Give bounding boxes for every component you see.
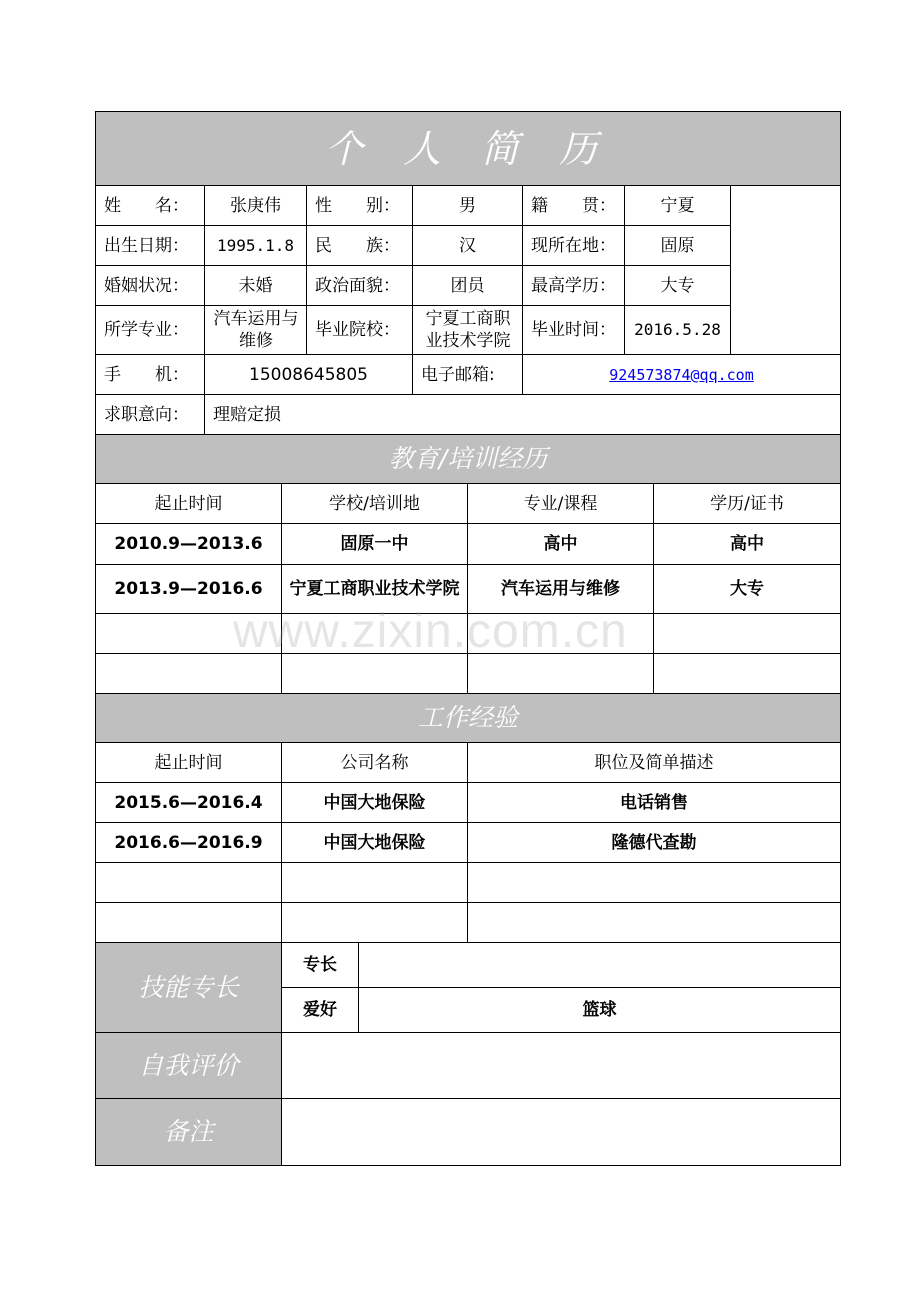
hometown-value: 宁夏 xyxy=(660,195,695,216)
political-label: 政治面貌： xyxy=(315,275,400,296)
school-value: 宁夏工商职业技术学院 xyxy=(425,309,511,351)
work-row2-position: 隆德代查勘 xyxy=(611,832,697,853)
edu-row2-degree: 大专 xyxy=(730,579,764,599)
work-row2-company: 中国大地保险 xyxy=(323,832,426,853)
work-header-period: 起止时间 xyxy=(154,752,223,773)
phone-value: 15008645805 xyxy=(249,364,368,385)
edu-header-school: 学校/培训地 xyxy=(329,493,420,514)
political-value: 团员 xyxy=(450,275,485,296)
name-label: 姓 名： xyxy=(104,195,189,216)
edu-row1-degree: 高中 xyxy=(730,534,764,554)
edu-header-major: 专业/课程 xyxy=(523,493,598,514)
self-eval-title: 自我评价 xyxy=(138,1050,239,1080)
work-section-title: 工作经验 xyxy=(417,703,518,732)
work-row1-position: 电话销售 xyxy=(620,792,688,813)
name-value: 张庚伟 xyxy=(230,195,281,216)
birth-label: 出生日期： xyxy=(104,235,189,256)
edu-row2-period: 2013.9—2016.6 xyxy=(114,579,263,599)
edu-row2-school: 宁夏工商职业技术学院 xyxy=(289,579,460,599)
education-section-title: 教育/培训经历 xyxy=(388,444,548,473)
gender-value: 男 xyxy=(459,195,476,216)
gender-label: 性 别： xyxy=(315,195,400,216)
marital-label: 婚姻状况： xyxy=(104,275,189,296)
phone-label: 手 机： xyxy=(104,364,189,385)
work-row1-company: 中国大地保险 xyxy=(323,792,426,813)
work-row2-period: 2016.6—2016.9 xyxy=(114,832,263,853)
education-label: 最高学历： xyxy=(531,275,616,296)
hometown-label: 籍 贯： xyxy=(531,195,616,216)
birth-value: 1995.1.8 xyxy=(216,235,295,255)
edu-header-degree: 学历/证书 xyxy=(710,493,784,514)
residence-label: 现所在地： xyxy=(531,235,616,256)
education-value: 大专 xyxy=(660,275,695,296)
specialty-value xyxy=(359,943,840,987)
hobby-label: 爱好 xyxy=(303,1000,337,1020)
grad-label: 毕业时间： xyxy=(531,320,616,340)
work-header-position: 职位及简单描述 xyxy=(594,752,714,773)
ethnic-value: 汉 xyxy=(459,235,476,256)
specialty-label: 专长 xyxy=(303,955,337,975)
page-title: 个 人 简 历 xyxy=(324,126,612,171)
major-label: 所学专业： xyxy=(104,320,189,340)
skills-title: 技能专长 xyxy=(138,972,239,1002)
email-cell xyxy=(523,355,840,394)
school-label: 毕业院校： xyxy=(315,320,400,340)
intent-value: 理赔定损 xyxy=(213,404,281,425)
ethnic-label: 民 族： xyxy=(315,235,400,256)
edu-row1-period: 2010.9—2013.6 xyxy=(114,534,263,554)
intent-label: 求职意向： xyxy=(104,404,189,425)
email-link[interactable]: 924573874@qq.com xyxy=(609,365,754,384)
edu-row2-major: 汽车运用与维修 xyxy=(501,579,620,599)
email-label: 电子邮箱: xyxy=(421,364,495,385)
residence-value: 固原 xyxy=(660,235,695,256)
remarks-title: 备注 xyxy=(163,1117,214,1146)
watermark: www.zixin.com.cn xyxy=(233,605,628,658)
edu-row1-school: 固原一中 xyxy=(340,534,409,554)
work-header-company: 公司名称 xyxy=(340,752,409,773)
edu-header-period: 起止时间 xyxy=(154,493,223,514)
work-row1-period: 2015.6—2016.4 xyxy=(114,792,263,813)
grad-value: 2016.5.28 xyxy=(634,320,721,339)
marital-value: 未婚 xyxy=(238,275,273,296)
major-value: 汽车运用与维修 xyxy=(213,309,299,351)
hobby-value: 篮球 xyxy=(582,1000,617,1020)
edu-row1-major: 高中 xyxy=(543,534,578,554)
